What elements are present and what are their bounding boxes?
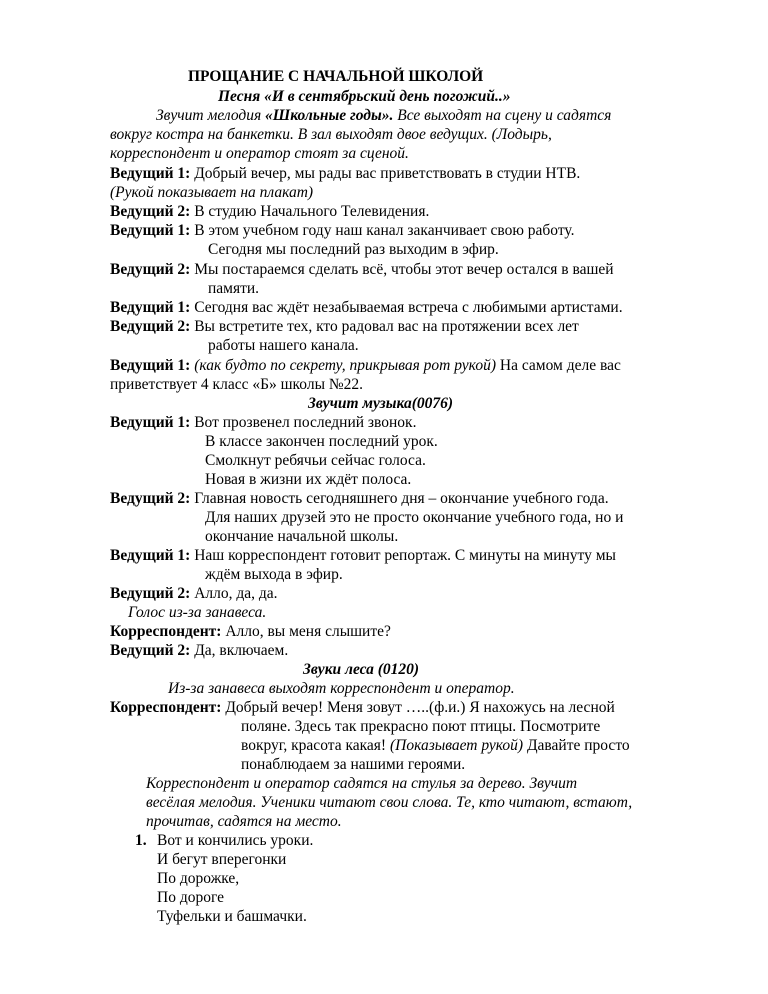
poem-line: По дорожке, bbox=[157, 870, 240, 887]
sound-cue: Звуки леса (0120) bbox=[303, 661, 420, 678]
intro-line-2: вокруг костра на банкетки. В зал выходят двое ведущих. (Лодырь, bbox=[110, 126, 552, 143]
stage-direction: (Показывает рукой) bbox=[389, 737, 524, 754]
dialogue-cont: В классе закончен последний урок. bbox=[205, 433, 438, 450]
line-text: Давайте просто bbox=[523, 737, 630, 754]
dialogue-line bbox=[110, 622, 391, 642]
intro-text: Звучит мелодия bbox=[156, 107, 266, 124]
line-text: Добрый вечер, мы рады вас приветствовать в студии НТВ. bbox=[190, 165, 581, 182]
stage-direction: весёлая мелодия. Ученики читают свои слова. Те, кто читают, встают, bbox=[146, 794, 633, 811]
song-heading: Песня «И в сентябрьский день погожий..» bbox=[218, 88, 511, 105]
line-text: Наш корреспондент готовит репортаж. С минуты на минуту мы bbox=[190, 547, 616, 564]
intro-line-3: корреспондент и оператор стоят за сценой. bbox=[110, 145, 409, 162]
dialogue-line bbox=[110, 546, 616, 566]
dialogue-line bbox=[110, 260, 614, 280]
speaker-label: Ведущий 2: bbox=[110, 318, 191, 335]
speaker-label: Ведущий 1: bbox=[110, 222, 191, 239]
dialogue-cont: Новая в жизни их ждёт полоса. bbox=[205, 471, 412, 488]
dialogue-cont: памяти. bbox=[208, 280, 260, 297]
music-cue: Звучит музыка(0076) bbox=[308, 395, 454, 412]
line-text: Добрый вечер! Меня зовут …..(ф.и.) Я нахожусь на лесной bbox=[221, 699, 615, 716]
speaker-label: Ведущий 2: bbox=[110, 261, 191, 278]
dialogue-cont: поляне. Здесь так прекрасно поют птицы. Посмотрите bbox=[241, 718, 601, 735]
line-text: вокруг, красота какая! bbox=[241, 737, 390, 754]
line-text: Да, включаем. bbox=[190, 642, 289, 659]
dialogue-cont bbox=[241, 736, 630, 756]
stage-direction: Корреспондент и оператор садятся на стулья за дерево. Звучит bbox=[146, 775, 578, 792]
dialogue-cont: понаблюдаем за нашими героями. bbox=[241, 756, 466, 773]
dialogue-line bbox=[110, 641, 288, 661]
dialogue-line bbox=[110, 489, 609, 509]
dialogue-cont: приветствует 4 класс «Б» школы №22. bbox=[110, 376, 364, 393]
stage-direction: Голос из-за занавеса. bbox=[128, 604, 267, 621]
dialogue-line bbox=[110, 298, 623, 318]
poem-line: Вот и кончились уроки. bbox=[157, 832, 314, 849]
dialogue-cont: Для наших друзей это не просто окончание учебного года, но и bbox=[205, 509, 624, 526]
dialogue-cont: работы нашего канала. bbox=[208, 337, 359, 354]
line-text: Алло, вы меня слышите? bbox=[221, 623, 391, 640]
poem-line: Туфельки и башмачки. bbox=[157, 908, 307, 925]
speaker-label: Ведущий 2: bbox=[110, 585, 191, 602]
intro-text: Все выходят на сцену и садятся bbox=[393, 107, 612, 124]
dialogue-line bbox=[110, 164, 580, 184]
intro-line-1 bbox=[156, 106, 611, 126]
dialogue-line bbox=[110, 698, 615, 718]
dialogue-line bbox=[110, 413, 416, 433]
speaker-label: Ведущий 1: bbox=[110, 414, 191, 431]
stage-direction: (как будто по секрету, прикрывая рот рукой) bbox=[190, 357, 496, 374]
stage-direction: (Рукой показывает на плакат) bbox=[110, 184, 314, 201]
poem-line: По дороге bbox=[157, 889, 224, 906]
line-text: На самом деле вас bbox=[496, 357, 621, 374]
speaker-label: Ведущий 1: bbox=[110, 547, 191, 564]
poem-number: 1. bbox=[135, 832, 147, 849]
speaker-label: Ведущий 2: bbox=[110, 203, 191, 220]
stage-direction: прочитав, садятся на место. bbox=[146, 813, 342, 830]
page-title: ПРОЩАНИЕ С НАЧАЛЬНОЙ ШКОЛОЙ bbox=[188, 68, 484, 85]
dialogue-cont: ждём выхода в эфир. bbox=[205, 566, 343, 583]
speaker-label: Корреспондент: bbox=[110, 623, 222, 640]
dialogue-line bbox=[110, 202, 429, 222]
line-text: Алло, да, да. bbox=[190, 585, 278, 602]
line-text: В этом учебном году наш канал заканчивает свою работу. bbox=[190, 222, 575, 239]
poem-line: И бегут вперегонки bbox=[157, 851, 287, 868]
line-text: Вы встретите тех, кто радовал вас на протяжении всех лет bbox=[190, 318, 579, 335]
stage-direction: Из-за занавеса выходят корреспондент и оператор. bbox=[168, 680, 515, 697]
speaker-label: Корреспондент: bbox=[110, 699, 222, 716]
dialogue-cont: Смолкнут ребячьи сейчас голоса. bbox=[205, 452, 426, 469]
line-text: В студию Начального Телевидения. bbox=[190, 203, 430, 220]
speaker-label: Ведущий 1: bbox=[110, 299, 191, 316]
speaker-label: Ведущий 1: bbox=[110, 165, 191, 182]
speaker-label: Ведущий 2: bbox=[110, 490, 191, 507]
line-text: Мы постараемся сделать всё, чтобы этот вечер остался в вашей bbox=[190, 261, 614, 278]
dialogue-line bbox=[110, 221, 575, 241]
line-text: Вот прозвенел последний звонок. bbox=[190, 414, 417, 431]
dialogue-line bbox=[110, 584, 278, 604]
dialogue-line bbox=[110, 356, 621, 376]
speaker-label: Ведущий 2: bbox=[110, 642, 191, 659]
dialogue-cont: Сегодня мы последний раз выходим в эфир. bbox=[208, 241, 499, 258]
speaker-label: Ведущий 1: bbox=[110, 357, 191, 374]
line-text: Главная новость сегодняшнего дня – окончание учебного года. bbox=[190, 490, 609, 507]
dialogue-line bbox=[110, 317, 579, 337]
dialogue-cont: окончание начальной школы. bbox=[205, 528, 399, 545]
intro-melody: «Школьные годы». bbox=[265, 107, 394, 124]
line-text: Сегодня вас ждёт незабываемая встреча с любимыми артистами. bbox=[190, 299, 623, 316]
